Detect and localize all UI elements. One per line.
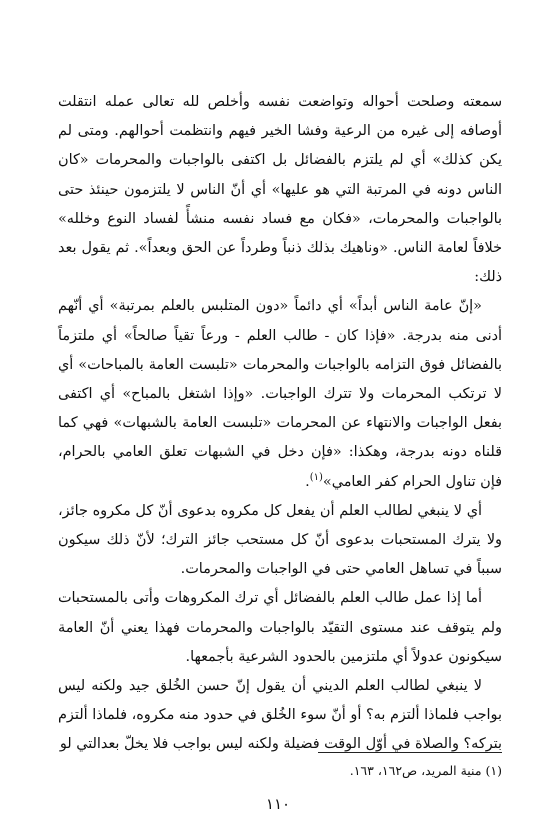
paragraph-3: أي لا ينبغي لطالب العلم أن يفعل كل مكروه بدعوى أنّ كل مكروه جائز، ولا يترك المستحبات بدعوى أنّ كل مستحب جائز الترك؛ لأنّ ذلك سيكون سبباً في تساهل العامي حتى في الواجبات والمحرمات. [58,502,502,578]
main-text [58,88,502,760]
paragraph-2 [58,292,502,496]
paragraph-5: لا ينبغي لطالب العلم الديني أن يقول إنّ حسن الخُلق جيد ولكنه ليس بواجب فلماذا ألتزم به؟ أو أنّ سوء الخُلق في حدود منه مكروه، فلماذا ألتزم بتركه؟ والصلاة في أوّل الوقت فضيلة ولكنه ليس بواجب فلا يخلّ بعدالتي لو [58,678,502,753]
footnote-divider [318,752,502,753]
paragraph-1: سمعته وصلحت أحواله وتواضعت نفسه وأخلص لله تعالى عمله انتقلت أوصافه إلى غيره من الرعية وفشا الخير فيهم وانتظمت أحوالهم. ومتى لم يكن كذلك» أي لم يلتزم بالفضائل بل اكتفى بالواجبات والمحرمات «كان الناس دونه في المرتبة التي هو عليها» أي أنّ الناس لا يلتزمون حينئذ حتى بالواجبات والمحرمات، «فكان مع فساد نفسه منشأً لفساد النوع وخلله» خلافاً لعامة الناس. «وناهيك بذلك ذنباً وطرداً عن الحق وبعداً». ثم يقول بعد ذلك: [58,94,502,286]
page-number: ١١٠ [265,795,291,813]
paragraph-2-text: «إنّ عامة الناس أبداً» أي دائماً «دون المتلبس بالعلم بمرتبة» أي أنّهم أدنى منه بدرجة. «فإذا كان - طالب العلم - ورعاً تقياً صالحاً» أي ملتزماً بالفضائل فوق التزامه بالواجبات والمحرمات «تلبست العامة بالمباحات» أي لا ترتكب المحرمات ولا تترك الواجبات. «وإذا اشتغل بالمباح» أي اكتفى بفعل الواجبات والانتهاء عن المحرمات «تلبست العامة بالشبهات» فهي كما قلناه دونه بدرجة، وهكذا: «فإن دخل في الشبهات تعلق العامي بالحرام، فإن تناول الحرام كفر العامي» [58,298,502,490]
paragraph-4: أما إذا عمل طالب العلم بالفضائل أي ترك المكروهات وأتى بالمستحبات ولم يتوقف عند مستوى التقيّد بالواجبات والمحرمات فهذا يعني أنّ العامة سيكونون عدولاً أي ملتزمين بالحدود الشرعية بأجمعها. [58,590,502,665]
footnote-reference[interactable]: (١) [309,471,323,483]
paragraph-2-end: . [305,473,310,490]
footnote: (١) منية المريد، ص١٦٢، ١٦٣. [349,763,502,778]
